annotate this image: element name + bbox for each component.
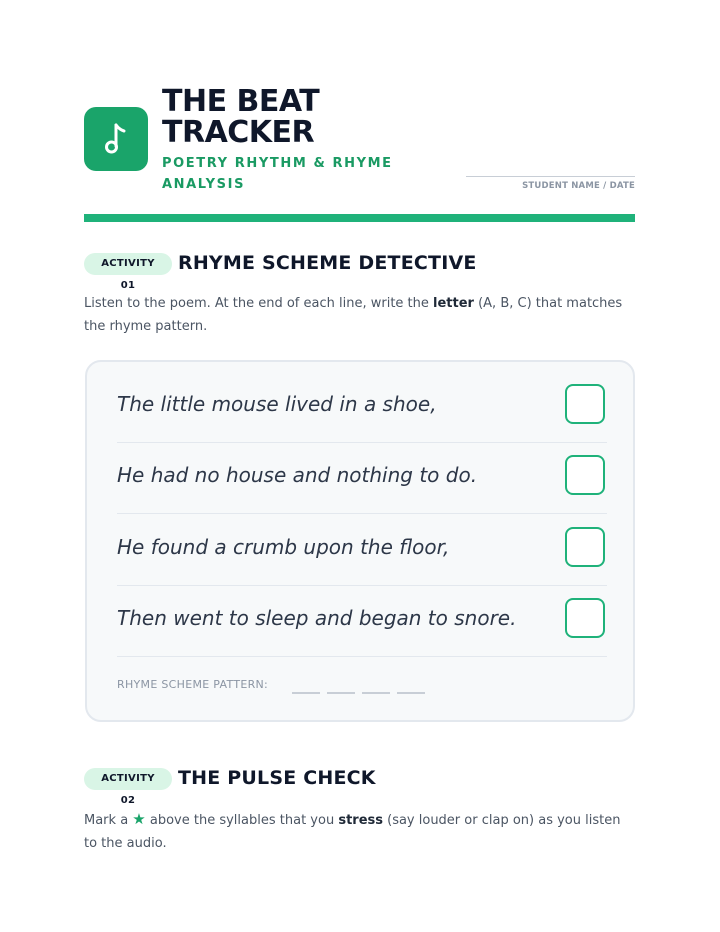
activity-instructions-02 bbox=[84, 808, 634, 855]
title-line-1: THE BEAT bbox=[162, 84, 320, 119]
pattern-blank[interactable] bbox=[397, 692, 425, 694]
title-line-2: TRACKER bbox=[162, 115, 315, 150]
pattern-blank[interactable] bbox=[362, 692, 390, 694]
poem-line-text: He found a crumb upon the floor, bbox=[117, 535, 450, 559]
page-subtitle bbox=[162, 153, 402, 195]
poem-line-text: He had no house and nothing to do. bbox=[117, 463, 478, 487]
activity-badge-01: ACTIVITY 01 bbox=[84, 253, 172, 275]
activity-heading-01: RHYME SCHEME DETECTIVE bbox=[178, 252, 477, 274]
pattern-blank[interactable] bbox=[292, 692, 320, 694]
rhyme-answer-box[interactable] bbox=[565, 384, 605, 424]
activity-heading-02: THE PULSE CHECK bbox=[178, 767, 376, 789]
logo-badge bbox=[84, 107, 148, 171]
subtitle-line-1: POETRY RHYTHM & RHYME bbox=[162, 156, 393, 171]
rhyme-answer-box[interactable] bbox=[565, 527, 605, 567]
pattern-blank[interactable] bbox=[327, 692, 355, 694]
page-title bbox=[162, 86, 362, 148]
rhyme-pattern-label: RHYME SCHEME PATTERN: bbox=[117, 678, 269, 691]
header-divider bbox=[84, 214, 635, 222]
poem-line bbox=[117, 370, 607, 443]
instructions-text: Mark a bbox=[84, 813, 133, 828]
activity-instructions-01 bbox=[84, 292, 634, 338]
subtitle-line-2: ANALYSIS bbox=[162, 177, 246, 192]
student-name-field[interactable] bbox=[466, 176, 635, 177]
instructions-emphasis: stress bbox=[338, 813, 383, 828]
poem-line bbox=[117, 584, 607, 657]
poem-card bbox=[85, 360, 635, 722]
instructions-emphasis: letter bbox=[433, 296, 474, 311]
music-note-icon bbox=[101, 122, 131, 156]
poem-line-text: Then went to sleep and began to snore. bbox=[117, 606, 517, 630]
instructions-text: above the syllables that you bbox=[145, 813, 339, 828]
rhyme-answer-box[interactable] bbox=[565, 455, 605, 495]
poem-line bbox=[117, 441, 607, 514]
poem-line-text: The little mouse lived in a shoe, bbox=[117, 392, 437, 416]
rhyme-answer-box[interactable] bbox=[565, 598, 605, 638]
poem-line bbox=[117, 513, 607, 586]
instructions-text: (say louder or clap on) as you listen to the audio. bbox=[84, 813, 621, 851]
activity-badge-02: ACTIVITY 02 bbox=[84, 768, 172, 790]
student-name-label: STUDENT NAME / DATE bbox=[522, 181, 635, 191]
star-icon: ★ bbox=[132, 810, 146, 828]
instructions-text: Listen to the poem. At the end of each line, write the bbox=[84, 296, 434, 311]
instructions-text: (A, B, C) that matches the rhyme pattern. bbox=[84, 296, 623, 334]
